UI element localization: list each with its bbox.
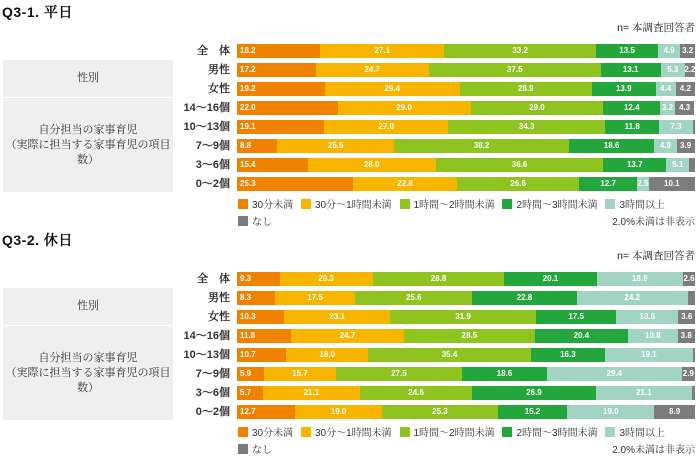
segment-value: 35.4 xyxy=(441,350,458,359)
table-row xyxy=(0,272,700,286)
legend-item xyxy=(502,196,597,211)
segment-value: 3.2 xyxy=(682,46,694,55)
legend-swatch-icon xyxy=(238,199,248,209)
segment-value: 17.5 xyxy=(568,312,584,321)
bar-segment xyxy=(603,158,666,172)
segment-value: 29.0 xyxy=(396,103,412,112)
bar-segment xyxy=(373,272,505,286)
category-group-label: 性別 xyxy=(77,300,99,312)
bar-segment xyxy=(382,405,498,419)
legend-swatch-icon xyxy=(502,427,512,437)
segment-value: 23.1 xyxy=(329,312,345,321)
bar-segment xyxy=(237,63,316,77)
row-label: 男性 xyxy=(208,292,230,304)
bar-segment xyxy=(678,329,695,343)
bar-segment xyxy=(295,405,382,419)
legend-label: 30分〜1時間未満 xyxy=(314,428,392,439)
segment-value: 18.6 xyxy=(496,369,513,378)
row-label: 7〜9個 xyxy=(195,140,230,152)
row-label: 14〜16個 xyxy=(183,330,230,342)
stacked-bar xyxy=(237,158,695,172)
stacked-bar xyxy=(237,367,695,381)
bar-segment xyxy=(237,310,284,324)
table-row xyxy=(0,348,700,362)
bar-segment xyxy=(471,101,604,115)
bar-segment xyxy=(596,44,658,58)
bar-segment xyxy=(683,272,695,286)
stacked-bar xyxy=(237,405,695,419)
bar-segment xyxy=(457,177,579,191)
segment-value: 8.8 xyxy=(240,141,252,150)
segment-value: 25.3 xyxy=(240,179,256,188)
stacked-bar xyxy=(237,177,695,191)
bar-segment xyxy=(675,101,695,115)
legend-swatch-icon xyxy=(238,427,248,437)
bar-segment xyxy=(504,272,596,286)
bar-segment xyxy=(605,348,692,362)
segment-value: 22.8 xyxy=(397,179,413,188)
legend-item xyxy=(238,424,293,439)
segment-value: 13.1 xyxy=(622,65,639,74)
segment-value: 19.1 xyxy=(641,350,657,359)
segment-value: 22.0 xyxy=(240,103,256,112)
table-row xyxy=(0,405,700,419)
stacked-bar xyxy=(237,139,695,153)
stacked-bar xyxy=(237,272,695,286)
legend-label: 2時間〜3時間未満 xyxy=(516,200,598,211)
stacked-bar xyxy=(237,101,695,115)
bar-segment xyxy=(291,329,404,343)
segment-value: 12.4 xyxy=(623,103,640,112)
segment-value: 5.9 xyxy=(240,369,252,378)
bar-segment xyxy=(597,272,684,286)
segment-value: 18.2 xyxy=(240,46,256,55)
legend-item xyxy=(605,424,665,439)
legend-label: なし xyxy=(252,445,272,456)
segment-value: 12.7 xyxy=(240,407,256,416)
segment-value: 24.6 xyxy=(408,388,424,397)
segment-value: 10.1 xyxy=(664,179,680,188)
table-row xyxy=(0,158,700,172)
legend-swatch-icon xyxy=(301,427,311,437)
row-label: 3〜6個 xyxy=(195,159,230,171)
legend-label: なし xyxy=(252,217,272,228)
bar-segment xyxy=(579,177,637,191)
bar-segment xyxy=(237,329,291,343)
chart-holiday xyxy=(0,228,700,456)
segment-value: 18.0 xyxy=(319,350,335,359)
hidden-threshold-note: 2.0%未満は非表示 xyxy=(612,445,695,456)
segment-value: 20.1 xyxy=(542,274,559,283)
segment-value: 26.6 xyxy=(510,179,526,188)
bar-segment xyxy=(601,63,661,77)
legend-item xyxy=(301,196,392,211)
bar-segment xyxy=(390,310,536,324)
bar-segment xyxy=(263,386,360,400)
segment-value: 28.8 xyxy=(430,274,447,283)
bar-segment xyxy=(649,177,695,191)
legend-item xyxy=(238,213,272,228)
segment-value: 19.0 xyxy=(330,407,347,416)
segment-value: 28.9 xyxy=(517,84,534,93)
bar-segment xyxy=(237,405,295,419)
segment-value: 3.9 xyxy=(680,141,692,150)
segment-value: 19.2 xyxy=(240,84,256,93)
legend-label: 3時間以上 xyxy=(619,200,665,211)
segment-value: 29.0 xyxy=(529,103,545,112)
legend-item xyxy=(238,196,293,211)
segment-value: 15.7 xyxy=(292,369,308,378)
hidden-threshold-note: 2.0%未満は非表示 xyxy=(612,217,695,228)
row-label: 10〜13個 xyxy=(183,349,230,361)
bar-segment xyxy=(666,158,689,172)
bar-segment xyxy=(325,82,460,96)
legend-swatch-icon xyxy=(238,216,248,226)
segment-value: 25.3 xyxy=(432,407,448,416)
segment-value: 29.4 xyxy=(384,84,401,93)
bar-segment xyxy=(628,329,677,343)
bar-segment xyxy=(448,120,605,134)
bar-segment xyxy=(338,101,471,115)
segment-value: 22.8 xyxy=(516,293,533,302)
bar-segment xyxy=(237,177,353,191)
legend-item xyxy=(605,196,665,211)
bar-segment xyxy=(277,139,394,153)
legend-item xyxy=(238,441,272,456)
segment-value: 4.3 xyxy=(679,103,691,112)
category-group-label: 自分担当の家事育児 xyxy=(38,123,138,136)
row-label: 全 体 xyxy=(197,273,230,285)
legend-label: 30分未満 xyxy=(252,428,294,439)
segment-value: 4.9 xyxy=(659,141,671,150)
bar-segment xyxy=(654,139,676,153)
segment-value: 13.5 xyxy=(619,46,635,55)
bar-segment xyxy=(444,44,596,58)
bar-segment xyxy=(677,139,695,153)
bar-segment xyxy=(237,139,277,153)
table-row xyxy=(0,329,700,343)
bar-segment xyxy=(324,120,448,134)
segment-value: 20.3 xyxy=(318,274,334,283)
bar-segment xyxy=(676,82,695,96)
category-group-label: （実際に担当する家事育児の項目数） xyxy=(5,138,171,166)
legend xyxy=(238,424,665,439)
segment-value: 31.9 xyxy=(455,312,471,321)
segment-value: 29.4 xyxy=(606,369,623,378)
segment-value: 27.5 xyxy=(391,369,407,378)
legend-label: 2時間〜3時間未満 xyxy=(516,428,598,439)
bar-segment xyxy=(569,139,654,153)
segment-value: 21.1 xyxy=(636,388,652,397)
legend-item xyxy=(400,196,495,211)
segment-value: 4.9 xyxy=(663,46,675,55)
legend-label: 1時間〜2時間未満 xyxy=(413,428,495,439)
bar-segment xyxy=(536,310,616,324)
legend-swatch-icon xyxy=(605,427,615,437)
segment-value: 9.3 xyxy=(240,274,252,283)
segment-value: 3.6 xyxy=(681,312,693,321)
bar-segment xyxy=(237,44,320,58)
segment-value: 24.7 xyxy=(364,65,381,74)
table-row xyxy=(0,177,700,191)
segment-value: 2.5 xyxy=(637,179,649,188)
bar-segment xyxy=(682,367,695,381)
row-label: 女性 xyxy=(208,83,230,95)
table-row xyxy=(0,291,700,305)
bar-segment xyxy=(592,82,656,96)
chart-title: Q3-2. 休日 xyxy=(2,232,73,248)
segment-value: 15.4 xyxy=(240,160,256,169)
row-label: 7〜9個 xyxy=(195,368,230,380)
bar-segment xyxy=(368,348,530,362)
segment-value: 15.2 xyxy=(524,407,541,416)
bar-segment xyxy=(237,348,286,362)
segment-value: 17.2 xyxy=(240,65,256,74)
bar-segment xyxy=(654,405,695,419)
table-row xyxy=(0,310,700,324)
table-row xyxy=(0,63,700,77)
table-row xyxy=(0,120,700,134)
bar-segment xyxy=(394,139,569,153)
bar-segment xyxy=(264,367,336,381)
legend-swatch-icon xyxy=(301,199,311,209)
segment-value: 16.3 xyxy=(560,350,576,359)
bar-segment xyxy=(436,158,604,172)
legend-item xyxy=(400,424,495,439)
segment-value: 28.5 xyxy=(461,331,478,340)
bar-segment xyxy=(693,348,695,362)
bar-segment xyxy=(596,386,693,400)
stacked-bar xyxy=(237,329,695,343)
legend-item xyxy=(301,424,392,439)
bar-segment xyxy=(616,310,678,324)
bar-segment xyxy=(429,63,601,77)
segment-value: 13.7 xyxy=(626,160,643,169)
segment-value: 13.6 xyxy=(639,312,656,321)
bar-segment xyxy=(660,101,675,115)
row-label: 3〜6個 xyxy=(195,387,230,399)
bar-segment xyxy=(692,386,695,400)
segment-value: 4.2 xyxy=(679,84,691,93)
segment-value: 19.1 xyxy=(240,122,256,131)
segment-value: 7.3 xyxy=(670,122,682,131)
bar-segment xyxy=(360,386,473,400)
bar-segment xyxy=(320,44,444,58)
stacked-bar xyxy=(237,291,695,305)
segment-value: 36.6 xyxy=(511,160,528,169)
segment-value: 2.9 xyxy=(682,369,694,378)
bar-segment xyxy=(353,177,457,191)
row-label: 全 体 xyxy=(197,45,230,57)
table-row xyxy=(0,44,700,58)
bar-segment xyxy=(237,158,308,172)
legend xyxy=(238,213,272,228)
bar-segment xyxy=(661,63,685,77)
row-label: 女性 xyxy=(208,311,230,323)
stacked-bar xyxy=(237,348,695,362)
segment-value: 2.2 xyxy=(684,65,696,74)
segment-value: 18.6 xyxy=(603,141,620,150)
legend-swatch-icon xyxy=(605,199,615,209)
segment-value: 34.3 xyxy=(518,122,535,131)
category-group-label: 性別 xyxy=(77,72,99,84)
bar-segment xyxy=(637,177,648,191)
segment-value: 12.7 xyxy=(600,179,616,188)
bar-segment xyxy=(688,291,695,305)
bar-segment xyxy=(577,291,688,305)
bar-segment xyxy=(237,367,264,381)
segment-value: 2.6 xyxy=(683,274,695,283)
bar-segment xyxy=(659,120,692,134)
bar-segment xyxy=(603,101,660,115)
legend-label: 30分未満 xyxy=(252,200,294,211)
bar-segment xyxy=(693,120,695,134)
segment-value: 20.4 xyxy=(573,331,590,340)
table-row xyxy=(0,101,700,115)
n-base-label: n= 本調査回答者 xyxy=(617,22,695,34)
bar-segment xyxy=(237,82,325,96)
stacked-bar xyxy=(237,82,695,96)
legend-label: 3時間以上 xyxy=(619,428,665,439)
chart-title: Q3-1. 平日 xyxy=(2,4,73,20)
bar-segment xyxy=(308,158,436,172)
segment-value: 38.2 xyxy=(473,141,490,150)
segment-value: 4.4 xyxy=(660,84,672,93)
row-label: 10〜13個 xyxy=(183,121,230,133)
bar-segment xyxy=(658,44,680,58)
bar-segment xyxy=(237,101,338,115)
segment-value: 17.5 xyxy=(307,293,323,302)
segment-value: 24.7 xyxy=(339,331,356,340)
stacked-bar xyxy=(237,310,695,324)
bar-segment xyxy=(286,348,368,362)
bar-segment xyxy=(535,329,628,343)
segment-value: 3.8 xyxy=(680,331,692,340)
bar-segment xyxy=(680,44,695,58)
stacked-bar xyxy=(237,120,695,134)
bar-segment xyxy=(547,367,682,381)
legend-swatch-icon xyxy=(502,199,512,209)
bar-segment xyxy=(275,291,355,305)
segment-value: 8.3 xyxy=(240,293,252,302)
segment-value: 5.1 xyxy=(672,160,684,169)
segment-value: 37.5 xyxy=(506,65,523,74)
segment-value: 25.5 xyxy=(327,141,344,150)
row-label: 0〜2個 xyxy=(195,178,230,190)
bar-segment xyxy=(567,405,654,419)
bar-segment xyxy=(280,272,373,286)
bar-segment xyxy=(689,158,694,172)
segment-value: 26.9 xyxy=(526,388,542,397)
legend-label: 30分〜1時間未満 xyxy=(314,200,392,211)
bar-segment xyxy=(685,63,695,77)
segment-value: 18.9 xyxy=(631,274,648,283)
bar-segment xyxy=(460,82,592,96)
row-label: 男性 xyxy=(208,64,230,76)
legend xyxy=(238,196,665,211)
segment-value: 10.3 xyxy=(240,312,256,321)
bar-segment xyxy=(498,405,568,419)
bar-segment xyxy=(472,291,576,305)
segment-value: 3.2 xyxy=(661,103,674,112)
legend-item xyxy=(502,424,597,439)
segment-value: 28.0 xyxy=(363,160,380,169)
n-base-label: n= 本調査回答者 xyxy=(617,250,695,262)
bar-segment xyxy=(462,367,547,381)
bar-segment xyxy=(284,310,390,324)
stacked-bar xyxy=(237,386,695,400)
legend xyxy=(238,441,272,456)
bar-segment xyxy=(531,348,606,362)
category-group-label: 自分担当の家事育児 xyxy=(38,351,138,364)
bar-segment xyxy=(605,120,659,134)
bar-segment xyxy=(237,386,263,400)
table-row xyxy=(0,367,700,381)
segment-value: 10.7 xyxy=(240,350,256,359)
bar-segment xyxy=(316,63,429,77)
segment-value: 21.1 xyxy=(303,388,320,397)
segment-value: 19.0 xyxy=(603,407,619,416)
segment-value: 33.2 xyxy=(512,46,528,55)
table-row xyxy=(0,386,700,400)
bar-segment xyxy=(336,367,462,381)
category-group-label: （実際に担当する家事育児の項目数） xyxy=(5,366,171,394)
bar-segment xyxy=(404,329,535,343)
segment-value: 27.0 xyxy=(378,122,395,131)
segment-value: 13.9 xyxy=(615,84,632,93)
legend-swatch-icon xyxy=(400,427,410,437)
table-row xyxy=(0,139,700,153)
bar-segment xyxy=(237,272,280,286)
segment-value: 11.8 xyxy=(240,331,256,340)
table-row xyxy=(0,82,700,96)
segment-value: 8.9 xyxy=(669,407,681,416)
segment-value: 27.1 xyxy=(374,46,391,55)
legend-swatch-icon xyxy=(238,444,248,454)
bar-segment xyxy=(678,310,694,324)
bar-segment xyxy=(237,291,275,305)
segment-value: 5.3 xyxy=(667,65,679,74)
bar-segment xyxy=(472,386,595,400)
row-label: 0〜2個 xyxy=(195,406,230,418)
row-label: 14〜16個 xyxy=(183,102,230,114)
bar-segment xyxy=(656,82,676,96)
segment-value: 11.8 xyxy=(624,122,640,131)
segment-value: 25.6 xyxy=(405,293,422,302)
segment-value: 24.2 xyxy=(624,293,640,302)
legend-swatch-icon xyxy=(400,199,410,209)
segment-value: 5.7 xyxy=(240,388,252,397)
bar-segment xyxy=(355,291,472,305)
stacked-bar xyxy=(237,63,695,77)
legend-label: 1時間〜2時間未満 xyxy=(413,200,495,211)
segment-value: 10.8 xyxy=(645,331,661,340)
stacked-bar xyxy=(237,44,695,58)
bar-segment xyxy=(237,120,324,134)
